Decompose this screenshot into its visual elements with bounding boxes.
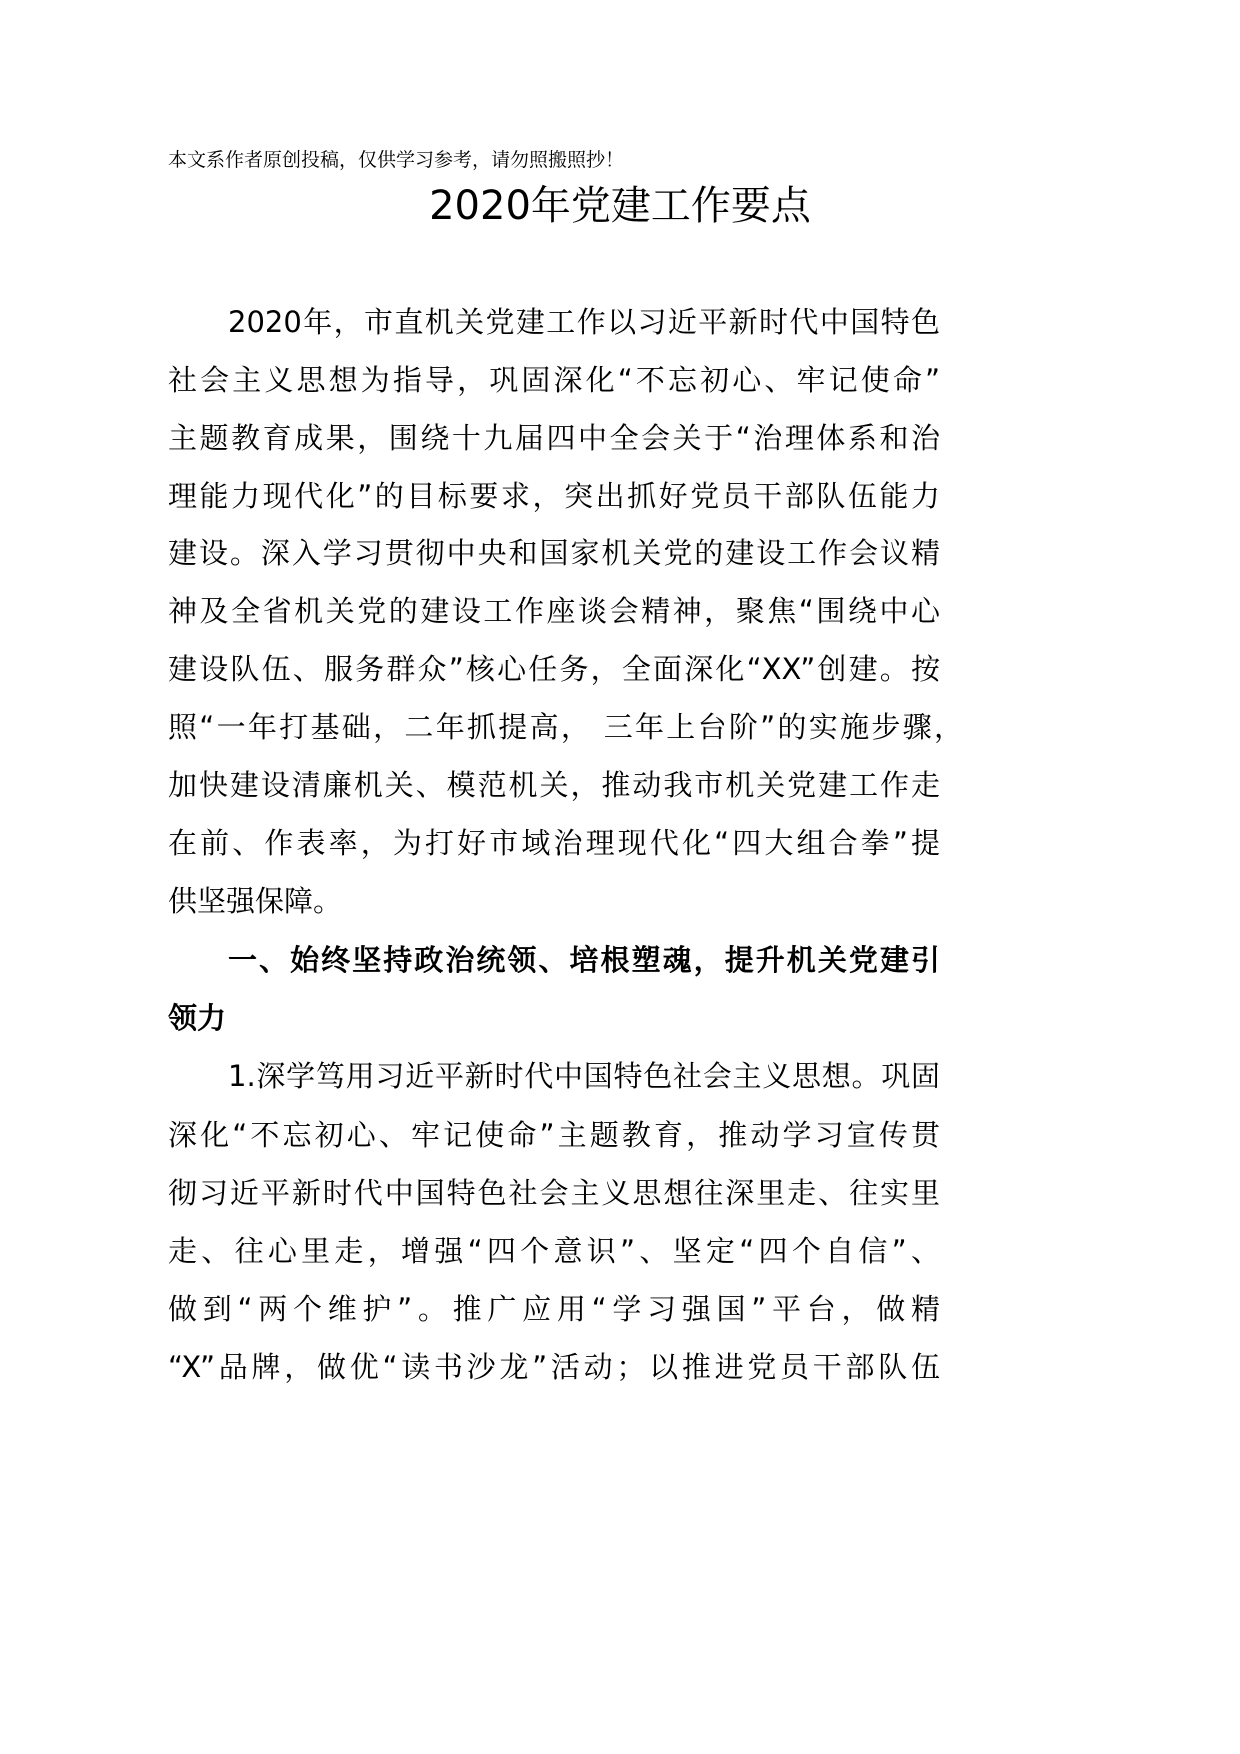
text-line: 走、往心里走，增强“四个意识”、坚定“四个自信”、 — [168, 1234, 940, 1268]
text-line: 主题教育成果，围绕十九届四中全会关于“治理体系和治 — [168, 421, 940, 455]
copyright-notice: 本文系作者原创投稿，仅供学习参考，请勿照搬照抄！ — [168, 149, 625, 171]
text-line: 1.深学笃用习近平新时代中国特色社会主义思想。巩固 — [228, 1059, 940, 1093]
text-line: 供坚强保障。 — [168, 884, 343, 918]
text-line: 神及全省机关党的建设工作座谈会精神，聚焦“围绕中心 — [168, 594, 940, 628]
text-line: 做到“两个维护”。推广应用“学习强国”平台，做精 — [168, 1292, 940, 1326]
text-line: 理能力现代化”的目标要求，突出抓好党员干部队伍能力 — [168, 479, 940, 513]
heading-line: 领力 — [168, 1001, 227, 1035]
text-line: 加快建设清廉机关、模范机关，推动我市机关党建工作走 — [168, 768, 940, 802]
text-line: 照“一年打基础，二年抓提高， 三年上台阶”的实施步骤， — [168, 710, 963, 744]
text-line: 2020年，市直机关党建工作以习近平新时代中国特色 — [228, 305, 940, 339]
text-line: 在前、作表率，为打好市域治理现代化“四大组合拳”提 — [168, 826, 940, 860]
document-title: 2020年党建工作要点 — [429, 183, 811, 229]
text-line: 彻习近平新时代中国特色社会主义思想往深里走、往实里 — [168, 1176, 940, 1210]
text-line: 建设队伍、服务群众”核心任务，全面深化“XX”创建。按 — [168, 652, 940, 686]
heading-line: 一、始终坚持政治统领、培根塑魂，提升机关党建引 — [228, 943, 940, 977]
text-line: 社会主义思想为指导，巩固深化“不忘初心、牢记使命” — [168, 363, 940, 397]
text-line: 建设。深入学习贯彻中央和国家机关党的建设工作会议精 — [168, 536, 940, 570]
text-line: 深化“不忘初心、牢记使命”主题教育，推动学习宣传贯 — [168, 1118, 940, 1152]
text-line: “X”品牌，做优“读书沙龙”活动；以推进党员干部队伍 — [168, 1350, 940, 1384]
